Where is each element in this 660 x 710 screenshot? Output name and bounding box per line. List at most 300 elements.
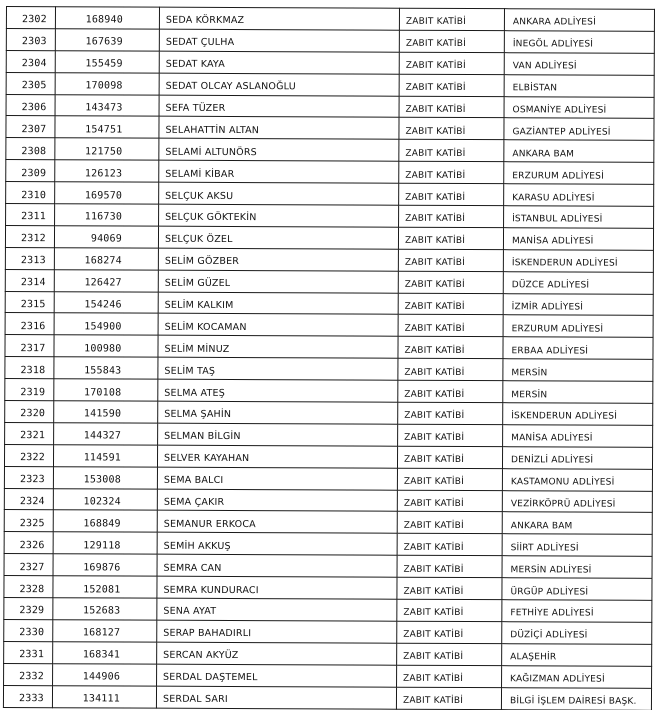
registry-number: 170098 bbox=[85, 80, 123, 92]
person-name-cell bbox=[159, 204, 399, 227]
person-name: SEMANUR ERKOCA bbox=[163, 518, 256, 531]
job-title: ZABIT KATİBİ bbox=[404, 345, 465, 356]
assigned-office-cell bbox=[502, 490, 652, 513]
person-name-cell bbox=[157, 445, 397, 468]
job-title: ZABIT KATİBİ bbox=[403, 652, 464, 663]
registry-number-cell bbox=[54, 335, 158, 357]
person-name-cell bbox=[158, 270, 398, 293]
job-title: ZABIT KATİBİ bbox=[403, 498, 464, 510]
person-name: SELAMİ KİBAR bbox=[165, 168, 235, 180]
registry-number: 121750 bbox=[85, 146, 123, 158]
person-name: SELMA ŞAHİN bbox=[164, 409, 232, 421]
person-name: SERCAN AKYÜZ bbox=[163, 649, 239, 662]
table-row bbox=[4, 444, 652, 469]
assigned-office-cell bbox=[503, 359, 653, 382]
registry-number-cell bbox=[55, 182, 159, 204]
registry-number: 141590 bbox=[83, 408, 122, 420]
row-number: 2318 bbox=[20, 364, 46, 376]
job-title-cell bbox=[398, 337, 503, 359]
assigned-office: VEZİRKÖPRÜ ADLİYESİ bbox=[510, 499, 616, 510]
job-title-cell bbox=[397, 490, 502, 512]
row-number-cell bbox=[4, 619, 53, 641]
registry-number: 154751 bbox=[85, 124, 123, 136]
job-title-cell bbox=[397, 577, 502, 599]
job-title: ZABIT KATİBİ bbox=[404, 323, 465, 334]
assigned-office: KASTAMONU ADLİYESİ bbox=[510, 477, 615, 488]
assigned-office-cell bbox=[502, 468, 652, 491]
assigned-office: BİLGİ İŞLEM DAİRESİ BAŞK. bbox=[509, 696, 637, 707]
registry-number-cell bbox=[53, 663, 157, 685]
job-title-cell bbox=[399, 205, 504, 227]
row-number-cell bbox=[5, 379, 54, 401]
row-number: 2320 bbox=[20, 408, 46, 420]
job-title: ZABIT KATİBİ bbox=[403, 564, 464, 575]
assigned-office: MERSİN bbox=[511, 389, 548, 400]
job-title-cell bbox=[399, 118, 504, 140]
row-number: 2333 bbox=[19, 693, 44, 705]
row-number-cell bbox=[4, 466, 53, 488]
person-name-cell bbox=[158, 314, 398, 337]
person-name: SELİM KOCAMAN bbox=[164, 321, 247, 333]
assigned-office: ANKARA BAM bbox=[512, 148, 575, 160]
assigned-office: ÜRGÜP ADLİYESİ bbox=[510, 586, 589, 598]
assigned-office-cell bbox=[503, 381, 653, 404]
job-title-cell bbox=[397, 534, 502, 556]
row-number: 2323 bbox=[19, 474, 45, 486]
person-name-cell bbox=[157, 620, 397, 643]
assigned-office-cell bbox=[504, 31, 654, 54]
row-number: 2305 bbox=[21, 80, 47, 92]
table-row bbox=[5, 379, 653, 404]
table-row bbox=[6, 28, 654, 53]
table-body bbox=[3, 7, 654, 710]
row-number: 2325 bbox=[19, 517, 45, 530]
assigned-office-cell bbox=[504, 140, 654, 163]
row-number: 2309 bbox=[21, 167, 47, 179]
registry-number: 144906 bbox=[82, 671, 121, 683]
person-name-cell bbox=[158, 379, 398, 402]
job-title-cell bbox=[398, 249, 503, 271]
registry-number-cell bbox=[53, 554, 157, 576]
registry-number-cell bbox=[53, 532, 157, 554]
registry-number-cell bbox=[54, 401, 158, 423]
assigned-office: İNEGÖL ADLİYESİ bbox=[512, 39, 594, 50]
assigned-office-cell bbox=[503, 337, 653, 360]
table-row bbox=[4, 598, 652, 623]
assigned-office-cell bbox=[504, 206, 654, 229]
table-row bbox=[5, 225, 653, 250]
person-name-cell bbox=[157, 576, 397, 599]
assigned-office-cell bbox=[502, 665, 652, 688]
job-title: ZABIT KATİBİ bbox=[405, 148, 466, 159]
job-title-cell bbox=[399, 96, 504, 118]
assigned-office-cell bbox=[504, 118, 654, 141]
table-row bbox=[6, 72, 654, 97]
row-number-cell bbox=[4, 532, 53, 554]
assigned-office: ANKARA BAM bbox=[510, 521, 573, 532]
row-number-cell bbox=[4, 554, 53, 576]
job-title-cell bbox=[396, 687, 501, 709]
person-name-cell bbox=[158, 423, 398, 446]
person-name: SELÇUK AKSU bbox=[165, 190, 234, 202]
person-name: SELMAN BİLGİN bbox=[164, 431, 241, 443]
person-name-cell bbox=[159, 29, 399, 52]
job-title-cell bbox=[399, 74, 504, 96]
assigned-office-cell bbox=[503, 315, 653, 338]
person-name: SEMİH AKKUŞ bbox=[163, 540, 231, 552]
assigned-office: KAĞIZMAN ADLİYESİ bbox=[510, 674, 605, 685]
assigned-office: ALAŞEHİR bbox=[510, 652, 557, 663]
table-row bbox=[6, 182, 654, 207]
registry-number: 168849 bbox=[83, 518, 121, 530]
row-number: 2311 bbox=[21, 211, 47, 223]
assigned-office-cell bbox=[504, 184, 654, 207]
person-name-cell bbox=[156, 686, 396, 709]
person-name-cell bbox=[159, 95, 399, 118]
person-name-cell bbox=[158, 248, 398, 271]
row-number-cell bbox=[5, 291, 54, 313]
person-name-cell bbox=[158, 336, 398, 359]
assigned-office: MERSİN ADLİYESİ bbox=[510, 564, 592, 576]
document-sheet bbox=[3, 6, 654, 707]
registry-number-cell bbox=[55, 138, 159, 160]
row-number: 2330 bbox=[19, 627, 45, 639]
row-number: 2331 bbox=[19, 649, 45, 661]
job-title: ZABIT KATİBİ bbox=[405, 17, 467, 28]
row-number-cell bbox=[4, 576, 53, 598]
person-name: SEDAT OLCAY ASLANOĞLU bbox=[165, 80, 296, 93]
assigned-office-cell bbox=[502, 643, 652, 666]
person-name: SEMRA CAN bbox=[163, 562, 222, 574]
row-number-cell bbox=[4, 663, 53, 685]
table-row bbox=[5, 269, 653, 294]
table-row bbox=[5, 422, 653, 447]
assigned-office-cell bbox=[502, 622, 652, 645]
assigned-office: MANİSA ADLİYESİ bbox=[511, 236, 594, 247]
table-row bbox=[5, 291, 653, 316]
registry-number-cell bbox=[54, 226, 158, 248]
table-row bbox=[4, 619, 652, 644]
person-name-cell bbox=[158, 226, 398, 249]
table-row bbox=[6, 94, 654, 119]
job-title-cell bbox=[397, 512, 502, 534]
person-name: SELİM TAŞ bbox=[164, 365, 216, 377]
registry-number-cell bbox=[53, 576, 157, 598]
row-number: 2308 bbox=[21, 145, 47, 157]
job-title-cell bbox=[399, 52, 504, 74]
assigned-office: ERZURUM ADLİYESİ bbox=[511, 324, 604, 335]
table-row bbox=[4, 641, 652, 666]
person-name: SEFA TÜZER bbox=[165, 102, 226, 114]
person-name-cell bbox=[157, 489, 397, 512]
job-title-cell bbox=[397, 555, 502, 577]
row-number: 2313 bbox=[20, 255, 46, 267]
person-name: SEDAT ÇULHA bbox=[165, 37, 235, 49]
registry-number: 155843 bbox=[84, 365, 122, 377]
job-title: ZABIT KATİBİ bbox=[405, 39, 466, 50]
registry-number: 155459 bbox=[85, 58, 123, 70]
table-row bbox=[4, 576, 652, 601]
registry-number-cell bbox=[55, 29, 159, 51]
registry-number: 144327 bbox=[83, 430, 122, 442]
table-row bbox=[4, 510, 652, 535]
job-title-cell bbox=[397, 468, 502, 490]
assigned-office: İSKENDERUN ADLİYESİ bbox=[511, 258, 618, 269]
table-row bbox=[4, 466, 652, 491]
registry-number-cell bbox=[53, 620, 157, 642]
person-name: SELVER KAYAHAN bbox=[164, 452, 250, 465]
registry-number-cell bbox=[55, 204, 159, 226]
person-name: SEDAT KAYA bbox=[165, 58, 225, 71]
table-row bbox=[6, 116, 654, 141]
job-title-cell bbox=[398, 358, 503, 380]
assigned-office-cell bbox=[502, 556, 652, 579]
assigned-office-cell bbox=[504, 96, 654, 119]
person-name: SELAMİ ALTUNÖRS bbox=[165, 146, 257, 158]
registry-number-cell bbox=[54, 248, 158, 270]
person-name-cell bbox=[159, 160, 399, 183]
assigned-office: SİİRT ADLİYESİ bbox=[510, 543, 579, 554]
registry-number: 134111 bbox=[82, 693, 121, 705]
job-title-cell bbox=[397, 665, 502, 687]
registry-number: 168940 bbox=[85, 14, 123, 26]
person-name-cell bbox=[157, 642, 397, 665]
person-name: SELİM KALKIM bbox=[164, 299, 234, 312]
table-row bbox=[5, 357, 653, 382]
person-name-cell bbox=[157, 598, 397, 621]
person-name-cell bbox=[157, 467, 397, 490]
row-number-cell bbox=[6, 72, 55, 94]
table-row bbox=[5, 401, 653, 426]
assigned-office-cell bbox=[503, 228, 653, 251]
job-title: ZABIT KATİBİ bbox=[404, 433, 465, 444]
assigned-office: MERSİN bbox=[511, 367, 548, 379]
registry-number: 169570 bbox=[84, 189, 123, 202]
table-row bbox=[6, 138, 654, 163]
job-title: ZABIT KATİBİ bbox=[404, 279, 465, 291]
registry-number-cell bbox=[53, 510, 157, 532]
row-number-cell bbox=[4, 641, 53, 663]
job-title: ZABIT KATİBİ bbox=[403, 476, 465, 488]
registry-number: 94069 bbox=[90, 233, 123, 245]
table-row bbox=[4, 488, 652, 513]
registry-number-cell bbox=[54, 269, 158, 291]
table-row bbox=[4, 663, 652, 688]
registry-number-cell bbox=[54, 313, 158, 335]
assigned-office-cell bbox=[504, 162, 654, 185]
table-row bbox=[3, 685, 651, 710]
job-title-cell bbox=[398, 271, 503, 293]
table-row bbox=[6, 50, 654, 75]
job-title: ZABIT KATİBİ bbox=[404, 389, 465, 400]
person-name: SEMRA KUNDURACI bbox=[163, 584, 259, 596]
person-name: SENA AYAT bbox=[163, 606, 217, 618]
person-name-cell bbox=[157, 554, 397, 577]
row-number: 2306 bbox=[21, 102, 47, 114]
registry-number-cell bbox=[55, 116, 159, 138]
job-title-cell bbox=[399, 140, 504, 162]
job-title: ZABIT KATİBİ bbox=[403, 630, 464, 641]
job-title-cell bbox=[399, 30, 504, 52]
row-number-cell bbox=[6, 28, 55, 50]
job-title-cell bbox=[398, 227, 503, 249]
person-name-cell bbox=[159, 7, 399, 30]
job-title-cell bbox=[398, 315, 503, 337]
assigned-office: OSMANİYE ADLİYESİ bbox=[512, 105, 607, 116]
assigned-office: DÜZCE ADLİYESİ bbox=[511, 280, 590, 291]
row-number-cell bbox=[6, 204, 55, 226]
assigned-office: ANKARA ADLİYESİ bbox=[512, 17, 596, 29]
person-name-cell bbox=[158, 292, 398, 315]
person-name-cell bbox=[157, 664, 397, 687]
registry-number: 153008 bbox=[83, 474, 121, 486]
row-number: 2324 bbox=[19, 496, 45, 508]
registry-number: 154900 bbox=[84, 321, 122, 333]
person-name: SELİM GÖZBER bbox=[164, 255, 240, 268]
registry-number: 100980 bbox=[84, 343, 122, 355]
assigned-office-cell bbox=[504, 9, 654, 32]
registry-number-cell bbox=[54, 379, 158, 401]
person-name-cell bbox=[159, 51, 399, 74]
registry-number-cell bbox=[55, 7, 159, 29]
row-number-cell bbox=[5, 247, 54, 269]
person-name: SEDA KÖRKMAZ bbox=[165, 15, 245, 27]
assigned-office: ERZURUM ADLİYESİ bbox=[512, 170, 604, 182]
registry-number-cell bbox=[54, 423, 158, 445]
job-title: ZABIT KATİBİ bbox=[405, 126, 466, 137]
assigned-office: KARASU ADLİYESİ bbox=[512, 192, 595, 204]
table-row bbox=[6, 7, 654, 32]
table-row bbox=[4, 554, 652, 579]
registry-number-cell bbox=[53, 598, 157, 620]
assigned-office: GAZİANTEP ADLİYESİ bbox=[512, 127, 611, 138]
table-row bbox=[5, 247, 653, 272]
row-number: 2326 bbox=[19, 539, 45, 551]
registry-number-cell bbox=[53, 445, 157, 467]
table-row bbox=[4, 532, 652, 557]
person-name: SEMA BALCI bbox=[163, 474, 224, 487]
assigned-office-cell bbox=[504, 74, 654, 97]
row-number: 2304 bbox=[21, 58, 47, 70]
assigned-office: İZMİR ADLİYESİ bbox=[511, 302, 584, 313]
person-name: SELAHATTİN ALTAN bbox=[165, 124, 260, 136]
job-title: ZABIT KATİBİ bbox=[403, 542, 464, 553]
assigned-office: İSTANBUL ADLİYESİ bbox=[512, 214, 603, 226]
row-number-cell bbox=[4, 444, 53, 466]
person-name: SERDAL SARI bbox=[162, 693, 228, 706]
job-title-cell bbox=[397, 446, 502, 468]
job-title-cell bbox=[398, 293, 503, 315]
row-number: 2319 bbox=[20, 386, 46, 398]
row-number: 2312 bbox=[21, 233, 46, 245]
person-name-cell bbox=[159, 117, 399, 140]
registry-number: 116730 bbox=[84, 211, 123, 223]
person-name: SEMA ÇAKIR bbox=[163, 496, 225, 508]
registry-number: 152081 bbox=[83, 583, 121, 596]
row-number-cell bbox=[5, 269, 54, 291]
row-number-cell bbox=[5, 313, 54, 335]
row-number-cell bbox=[4, 598, 53, 620]
assigned-office-cell bbox=[503, 271, 653, 294]
row-number: 2316 bbox=[20, 320, 46, 333]
registry-number: 126427 bbox=[84, 277, 122, 289]
row-number-cell bbox=[6, 160, 55, 182]
job-title-cell bbox=[397, 599, 502, 621]
job-title-cell bbox=[399, 183, 504, 205]
registry-number: 114591 bbox=[83, 452, 122, 464]
registry-number: 168127 bbox=[82, 627, 121, 639]
job-title: ZABIT KATİBİ bbox=[405, 60, 466, 72]
assigned-office: FETHİYE ADLİYESİ bbox=[510, 608, 594, 620]
person-name-cell bbox=[159, 139, 399, 162]
registry-number: 152683 bbox=[83, 605, 121, 617]
registry-number: 102324 bbox=[83, 496, 121, 508]
row-number: 2315 bbox=[20, 299, 46, 311]
job-title-cell bbox=[398, 402, 503, 424]
assigned-office-cell bbox=[502, 600, 652, 623]
person-name-cell bbox=[157, 511, 397, 534]
row-number: 2310 bbox=[21, 189, 47, 201]
row-number: 2307 bbox=[21, 123, 47, 136]
job-title: ZABIT KATİBİ bbox=[405, 82, 466, 94]
table-row bbox=[5, 335, 653, 360]
registry-number: 167639 bbox=[85, 36, 123, 48]
job-title: ZABIT KATİBİ bbox=[404, 301, 465, 313]
assigned-office-cell bbox=[503, 249, 653, 272]
job-title-cell bbox=[399, 161, 504, 183]
row-number: 2302 bbox=[21, 14, 47, 26]
row-number-cell bbox=[5, 225, 54, 247]
table-row bbox=[6, 204, 654, 229]
person-name: SELİM GÜZEL bbox=[164, 277, 231, 290]
row-number-cell bbox=[5, 335, 54, 357]
registry-number: 154246 bbox=[84, 299, 122, 311]
registry-number-cell bbox=[54, 291, 158, 313]
row-number: 2317 bbox=[20, 342, 46, 354]
person-name: SELÇUK ÖZEL bbox=[164, 234, 233, 246]
registry-number-cell bbox=[53, 466, 157, 488]
assigned-office-cell bbox=[502, 446, 652, 469]
row-number: 2321 bbox=[20, 430, 46, 442]
row-number: 2329 bbox=[19, 605, 45, 617]
person-name: SELİM MİNUZ bbox=[164, 343, 230, 355]
row-number: 2332 bbox=[19, 671, 45, 683]
row-number-cell bbox=[3, 685, 52, 707]
registry-number-cell bbox=[53, 642, 157, 664]
registry-number: 129118 bbox=[83, 540, 121, 552]
job-title: ZABIT KATİBİ bbox=[403, 608, 464, 619]
job-title: ZABIT KATİBİ bbox=[402, 695, 464, 707]
job-title-cell bbox=[398, 424, 503, 446]
row-number-cell bbox=[6, 7, 55, 29]
personnel-table bbox=[3, 6, 655, 710]
row-number-cell bbox=[4, 488, 53, 510]
job-title: ZABIT KATİBİ bbox=[404, 454, 465, 466]
registry-number-cell bbox=[52, 685, 156, 707]
assigned-office-cell bbox=[503, 403, 653, 426]
assigned-office-cell bbox=[503, 293, 653, 316]
assigned-office: İSKENDERUN ADLİYESİ bbox=[511, 411, 618, 423]
assigned-office: DÜZİÇİ ADLİYESİ bbox=[510, 630, 588, 641]
assigned-office-cell bbox=[502, 512, 652, 535]
job-title: ZABIT KATİBİ bbox=[404, 257, 465, 269]
assigned-office-cell bbox=[503, 425, 653, 448]
table-row bbox=[5, 313, 653, 338]
assigned-office-cell bbox=[501, 687, 651, 710]
row-number-cell bbox=[6, 94, 55, 116]
assigned-office: ERBAA ADLİYESİ bbox=[511, 346, 589, 357]
registry-number: 170108 bbox=[83, 386, 122, 399]
